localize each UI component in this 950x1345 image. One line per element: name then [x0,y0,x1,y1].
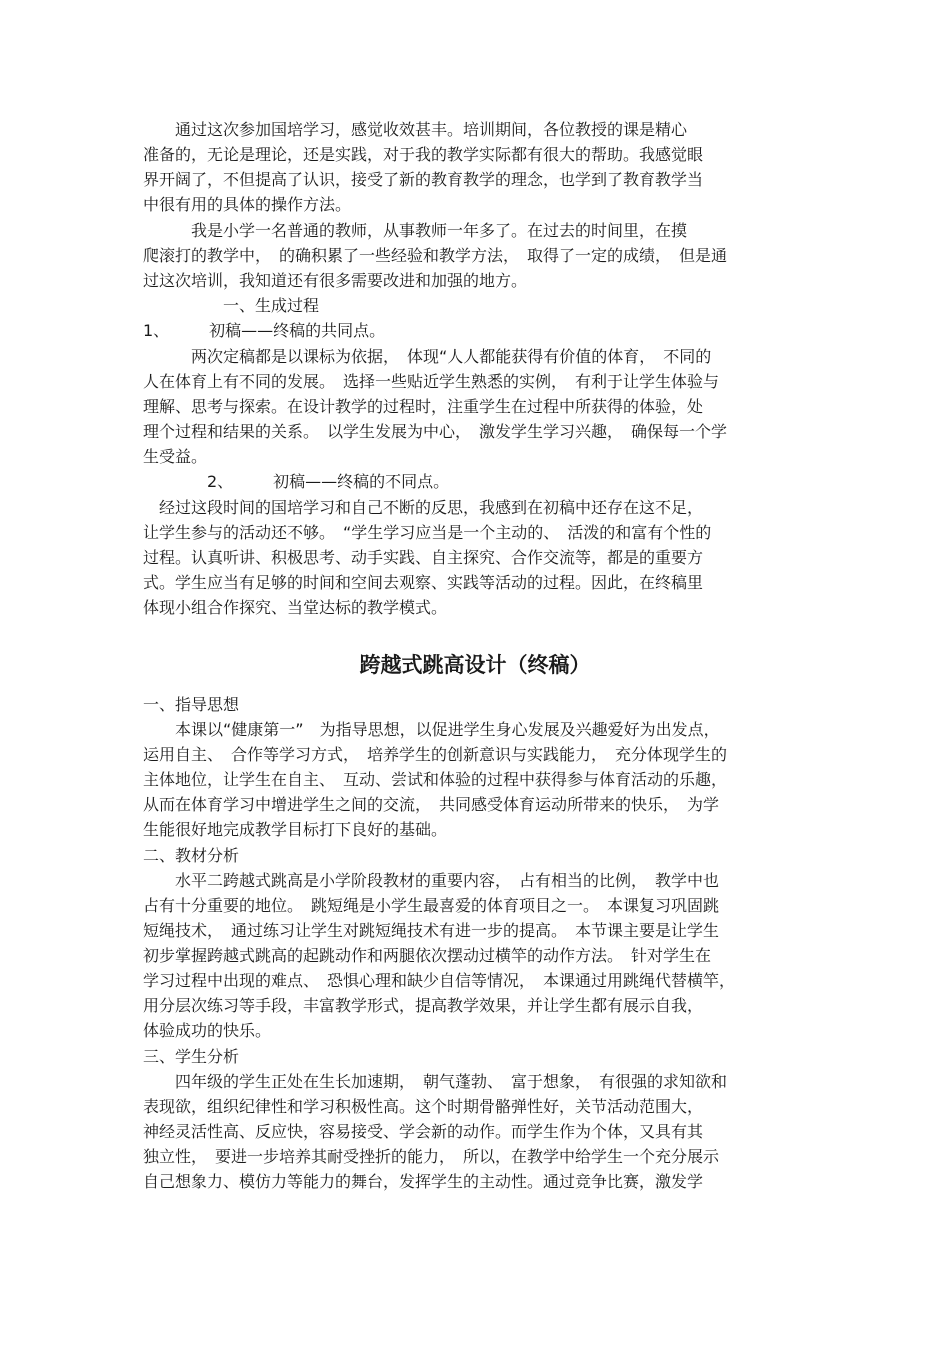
intro-p3-line-1: 两次定稿都是以课标为依据， 体现“人人都能获得有价值的体育， 不同的 [143,347,712,366]
intro-p2-line-1: 我是小学一名普通的教师，从事教师一年多了。在过去的时间里，在摸 [143,221,688,240]
material-line-1: 水平二跨越式跳高是小学阶段教材的重要内容， 占有相当的比例， 教学中也 [143,871,720,890]
heading-student-analysis: 三、学生分析 [143,1047,240,1066]
design-title: 跨越式跳高设计（终稿） [359,653,591,677]
guiding-line-2: 运用自主、 合作等学习方式， 培养学生的创新意识与实践能力， 充分体现学生的 [143,745,728,764]
material-line-6: 用分层次练习等手段，丰富教学形式，提高教学效果，并让学生都有展示自我， [143,996,704,1015]
student-line-1: 四年级的学生正处在生长加速期， 朝气蓬勃、 富于想象， 有很强的求知欲和 [143,1072,728,1091]
intro-p3-line-4: 理个过程和结果的关系。 以学生发展为中心， 激发学生学习兴趣， 确保每一个学 [143,422,728,441]
intro-p4-line-3: 过程。认真听讲、积极思考、动手实践、自主探究、合作交流等，都是的重要方 [143,548,704,567]
guiding-line-5: 生能很好地完成教学目标打下良好的基础。 [143,820,448,839]
item-different-points: 2、 初稿——终稿的不同点。 [143,472,450,491]
intro-p3-line-2: 人在体育上有不同的发展。 选择一些贴近学生熟悉的实例， 有利于让学生体验与 [143,372,720,391]
material-line-3: 短绳技术， 通过练习让学生对跳短绳技术有进一步的提高。 本节课主要是让学生 [143,921,720,940]
section-heading-process: 一、生成过程 [143,296,320,315]
student-line-4: 独立性， 要进一步培养其耐受挫折的能力， 所以，在教学中给学生一个充分展示 [143,1147,720,1166]
intro-p1-line-2: 准备的，无论是理论，还是实践，对于我的教学实际都有很大的帮助。我感觉眼 [143,145,704,164]
intro-p1-line-3: 界开阔了，不但提高了认识，接受了新的教育教学的理念，也学到了教育教学当 [143,170,704,189]
guiding-line-3: 主体地位，让学生在自主、 互动、尝试和体验的过程中获得参与体育活动的乐趣， [143,770,728,789]
heading-guiding-ideology: 一、指导思想 [143,695,240,714]
intro-p4-line-1: 经过这段时间的国培学习和自己不断的反思，我感到在初稿中还存在这不足， [143,498,704,517]
intro-p2-line-2: 爬滚打的教学中， 的确积累了一些经验和教学方法， 取得了一定的成绩， 但是通 [143,246,728,265]
material-line-7: 体验成功的快乐。 [143,1021,272,1040]
intro-p3-line-3: 理解、思考与探索。在设计教学的过程时，注重学生在过程中所获得的体验，处 [143,397,704,416]
material-line-2: 占有十分重要的地位。 跳短绳是小学生最喜爱的体育项目之一。 本课复习巩固跳 [143,896,720,915]
intro-p4-line-2: 让学生参与的活动还不够。 “学生学习应当是一个主动的、 活泼的和富有个性的 [143,523,712,542]
student-line-2: 表现欲，组织纪律性和学习积极性高。这个时期骨骼弹性好，关节活动范围大， [143,1097,704,1116]
guiding-line-4: 从而在体育学习中增进学生之间的交流， 共同感受体育运动所带来的快乐， 为学 [143,795,720,814]
item-common-points: 1、 初稿——终稿的共同点。 [143,321,386,340]
intro-p4-line-5: 体现小组合作探究、当堂达标的教学模式。 [143,598,448,617]
intro-p1-line-4: 中很有用的具体的操作方法。 [143,195,352,214]
material-line-5: 学习过程中出现的难点、 恐惧心理和缺少自信等情况， 本课通过用跳绳代替横竿， [143,971,736,990]
intro-p4-line-4: 式。学生应当有足够的时间和空间去观察、实践等活动的过程。因此，在终稿里 [143,573,704,592]
student-line-5: 自己想象力、模仿力等能力的舞台，发挥学生的主动性。通过竞争比赛，激发学 [143,1172,704,1191]
student-line-3: 神经灵活性高、反应快，容易接受、学会新的动作。而学生作为个体，又具有其 [143,1122,704,1141]
intro-p3-line-5: 生受益。 [143,447,208,466]
guiding-line-1: 本课以“健康第一” 为指导思想，以促进学生身心发展及兴趣爱好为出发点， [143,720,720,739]
heading-material-analysis: 二、教材分析 [143,846,240,865]
material-line-4: 初步掌握跨越式跳高的起跳动作和两腿依次摆动过横竿的动作方法。 针对学生在 [143,946,712,965]
intro-p1-line-1: 通过这次参加国培学习，感觉收效甚丰。培训期间，各位教授的课是精心 [143,120,688,139]
intro-p2-line-3: 过这次培训，我知道还有很多需要改进和加强的地方。 [143,271,528,290]
